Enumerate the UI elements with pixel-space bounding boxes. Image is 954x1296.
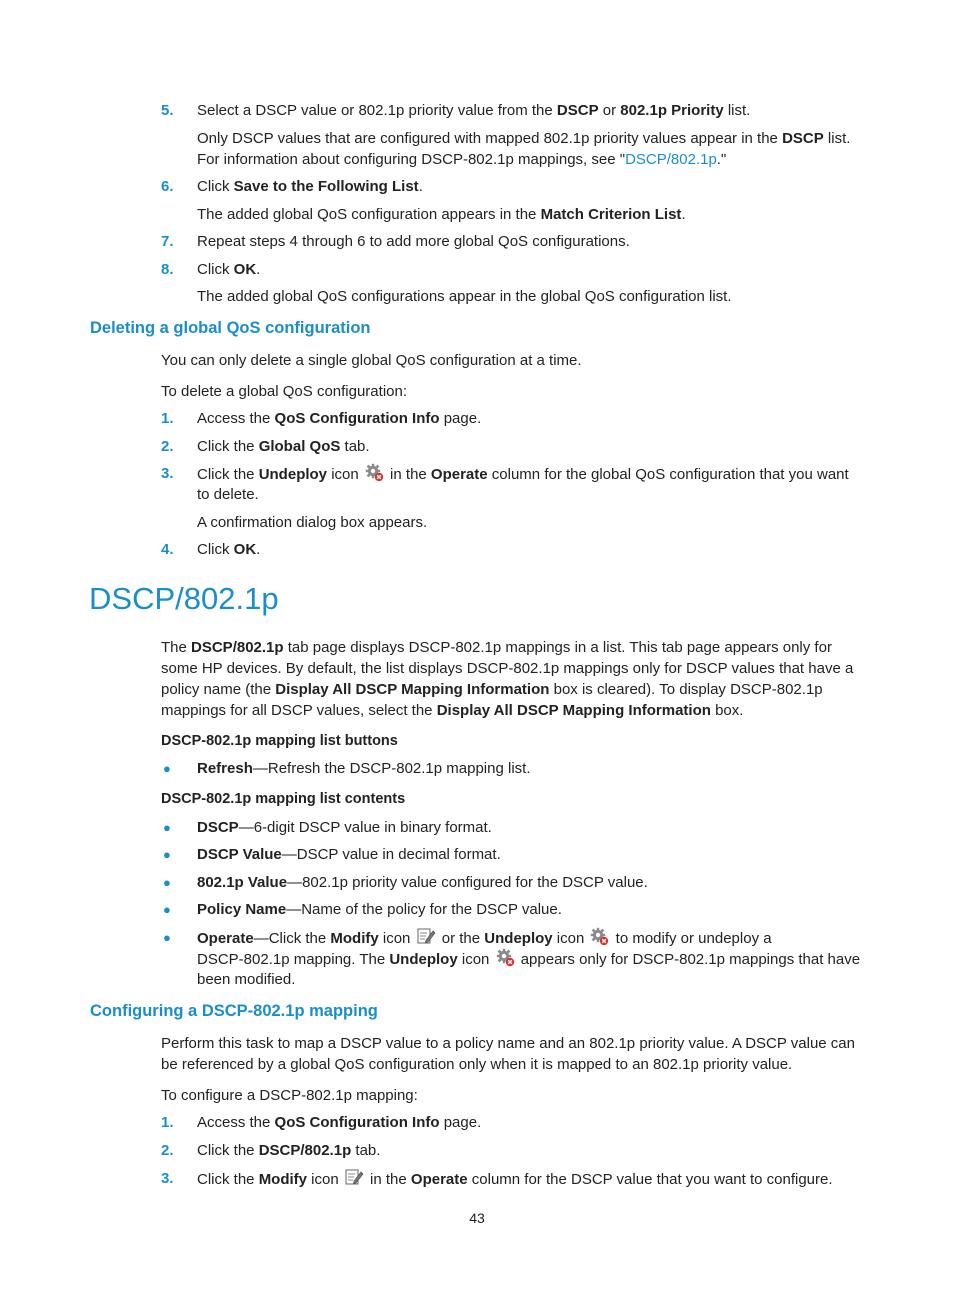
step-text: Click the Modify icon in the Operate column for the DSCP value that you want to configure. xyxy=(197,1168,833,1193)
step-note: A confirmation dialog box appears. xyxy=(197,514,428,531)
paragraph-line: mappings for all DSCP values, select the Display All DSCP Mapping Information box. xyxy=(161,702,744,719)
step-text: Click OK. xyxy=(197,541,261,558)
step-note: The added global QoS configuration appears in the Match Criterion List. xyxy=(197,206,686,223)
step-text: Click Save to the Following List. xyxy=(197,178,423,195)
paragraph: You can only delete a single global QoS configuration at a time. xyxy=(161,352,582,369)
step-number: 6. xyxy=(161,178,174,195)
bullet-icon: ● xyxy=(163,930,171,945)
step-note: The added global QoS configurations appear in the global QoS configuration list. xyxy=(197,288,732,305)
step-text: Repeat steps 4 through 6 to add more global QoS configurations. xyxy=(197,233,630,250)
bullet-text: Refresh—Refresh the DSCP-802.1p mapping list. xyxy=(197,760,531,777)
paragraph: To delete a global QoS configuration: xyxy=(161,383,407,400)
subheading: DSCP-802.1p mapping list contents xyxy=(161,791,406,807)
bullet-text-continued: been modified. xyxy=(197,971,296,988)
undeploy-icon xyxy=(365,463,384,488)
dscp-link[interactable]: DSCP/802.1p xyxy=(625,151,717,168)
step-text: Access the QoS Configuration Info page. xyxy=(197,410,482,427)
step-number: 4. xyxy=(161,541,174,558)
step-number: 2. xyxy=(161,438,174,455)
step-number: 5. xyxy=(161,102,174,119)
step-text: Select a DSCP value or 802.1p priority value from the DSCP or 802.1p Priority list. xyxy=(197,102,751,119)
step-text: Click the DSCP/802.1p tab. xyxy=(197,1142,381,1159)
bullet-icon: ● xyxy=(163,847,171,862)
bullet-icon: ● xyxy=(163,761,171,776)
step-number: 1. xyxy=(161,410,174,427)
step-number: 3. xyxy=(161,465,174,482)
step-note: Only DSCP values that are configured with mapped 802.1p priority values appear in the DSCP list. xyxy=(197,130,851,147)
paragraph-line: be referenced by a global QoS configuration only when it is mapped to an 802.1p priority value. xyxy=(161,1056,793,1073)
bullet-text: DSCP Value—DSCP value in decimal format. xyxy=(197,846,501,863)
step-number: 2. xyxy=(161,1142,174,1159)
paragraph: To configure a DSCP-802.1p mapping: xyxy=(161,1087,418,1104)
step-text: Click the Undeploy icon in the Operate column for the global QoS configuration that you want xyxy=(197,463,849,488)
bullet-icon: ● xyxy=(163,902,171,917)
undeploy-icon xyxy=(496,948,515,973)
bullet-text: Operate—Click the Modify icon or the Undeploy icon to modify or undeploy a xyxy=(197,927,772,952)
step-text: Access the QoS Configuration Info page. xyxy=(197,1114,482,1131)
subheading: DSCP-802.1p mapping list buttons xyxy=(161,733,398,749)
paragraph-line: policy name (the Display All DSCP Mapping Information box is cleared). To display DSCP-802.1p xyxy=(161,681,823,698)
step-number: 8. xyxy=(161,261,174,278)
page-title: DSCP/802.1p xyxy=(89,581,279,616)
section-heading: Configuring a DSCP-802.1p mapping xyxy=(90,1002,378,1020)
paragraph-line: Perform this task to map a DSCP value to a policy name and an 802.1p priority value. A DSCP value can xyxy=(161,1035,855,1052)
step-note: For information about configuring DSCP-802.1p mappings, see "DSCP/802.1p." xyxy=(197,151,727,168)
step-number: 7. xyxy=(161,233,174,250)
section-heading: Deleting a global QoS configuration xyxy=(90,319,371,337)
paragraph-line: some HP devices. By default, the list displays DSCP-802.1p mappings only for DSCP values that have a xyxy=(161,660,854,677)
bullet-icon: ● xyxy=(163,875,171,890)
step-text: Click OK. xyxy=(197,261,261,278)
bullet-text: DSCP—6-digit DSCP value in binary format. xyxy=(197,819,492,836)
modify-icon xyxy=(345,1168,364,1193)
bullet-text: Policy Name—Name of the policy for the DSCP value. xyxy=(197,901,562,918)
step-number: 3. xyxy=(161,1170,174,1187)
step-text: Click the Global QoS tab. xyxy=(197,438,370,455)
paragraph-line: The DSCP/802.1p tab page displays DSCP-802.1p mappings in a list. This tab page appears only for xyxy=(161,639,832,656)
step-number: 1. xyxy=(161,1114,174,1131)
step-text-continued: to delete. xyxy=(197,486,259,503)
bullet-text-continued: DSCP-802.1p mapping. The Undeploy icon appears only for DSCP-802.1p mappings that have xyxy=(197,948,860,973)
bullet-icon: ● xyxy=(163,820,171,835)
bullet-text: 802.1p Value—802.1p priority value configured for the DSCP value. xyxy=(197,874,648,891)
page-number: 43 xyxy=(469,1210,485,1226)
